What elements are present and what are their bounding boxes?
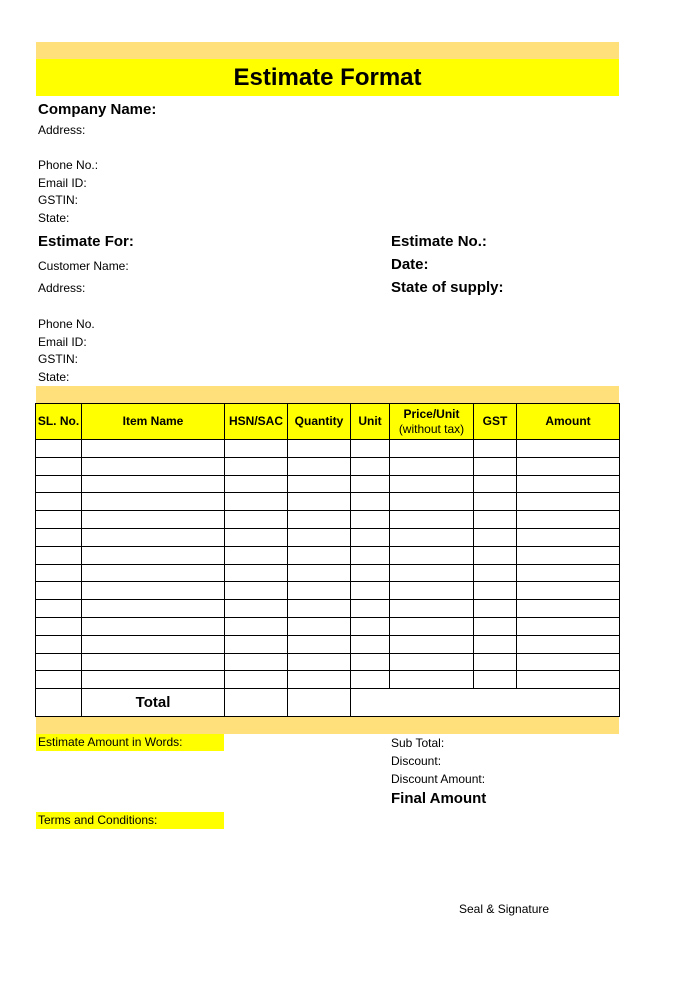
cell-gst[interactable] xyxy=(474,457,517,475)
customer-state-label: State: xyxy=(38,370,70,384)
cell-gst[interactable] xyxy=(474,440,517,458)
cell-hsn-sac[interactable] xyxy=(225,564,288,582)
cell-unit[interactable] xyxy=(351,635,390,653)
header-unit: Unit xyxy=(351,404,390,440)
header-price-unit-label: Price/Unit xyxy=(403,406,460,421)
cell-gst[interactable] xyxy=(474,546,517,564)
cell-item-name[interactable] xyxy=(82,457,225,475)
cell-price-unit[interactable] xyxy=(390,528,474,546)
top-band xyxy=(36,42,619,59)
cell-quantity[interactable] xyxy=(288,546,351,564)
cell-item-name[interactable] xyxy=(82,617,225,635)
cell-quantity[interactable] xyxy=(288,475,351,493)
discount-label: Discount: xyxy=(391,754,442,768)
customer-name-label: Customer Name: xyxy=(38,259,129,273)
amount-in-words-band xyxy=(36,734,224,751)
table-row xyxy=(36,475,620,493)
cell-gst[interactable] xyxy=(474,475,517,493)
table-body xyxy=(36,440,620,689)
cell-quantity[interactable] xyxy=(288,653,351,671)
cell-amount[interactable] xyxy=(517,653,620,671)
cell-price-unit[interactable] xyxy=(390,511,474,529)
cell-sl-no[interactable] xyxy=(36,511,82,529)
cell-quantity[interactable] xyxy=(288,582,351,600)
company-gstin-label: GSTIN: xyxy=(38,193,79,207)
cell-item-name[interactable] xyxy=(82,635,225,653)
cell-unit[interactable] xyxy=(351,475,390,493)
table-row xyxy=(36,511,620,529)
cell-sl-no[interactable] xyxy=(36,582,82,600)
cell-sl-no[interactable] xyxy=(36,440,82,458)
cell-item-name[interactable] xyxy=(82,528,225,546)
cell-sl-no[interactable] xyxy=(36,564,82,582)
cell-item-name[interactable] xyxy=(82,493,225,511)
cell-price-unit[interactable] xyxy=(390,671,474,689)
cell-gst[interactable] xyxy=(474,635,517,653)
cell-unit[interactable] xyxy=(351,546,390,564)
cell-price-unit[interactable] xyxy=(390,564,474,582)
cell-unit[interactable] xyxy=(351,671,390,689)
cell-hsn-sac[interactable] xyxy=(225,617,288,635)
cell-item-name[interactable] xyxy=(82,671,225,689)
cell-amount[interactable] xyxy=(517,600,620,618)
total-cell-amount[interactable] xyxy=(351,689,620,717)
table-top-band xyxy=(36,386,619,403)
cell-gst[interactable] xyxy=(474,582,517,600)
table-row xyxy=(36,528,620,546)
cell-hsn-sac[interactable] xyxy=(225,511,288,529)
cell-price-unit[interactable] xyxy=(390,600,474,618)
cell-amount[interactable] xyxy=(517,617,620,635)
cell-hsn-sac[interactable] xyxy=(225,440,288,458)
cell-amount[interactable] xyxy=(517,511,620,529)
cell-hsn-sac[interactable] xyxy=(225,475,288,493)
table-header-row xyxy=(36,404,620,440)
cell-price-unit[interactable] xyxy=(390,617,474,635)
cell-quantity[interactable] xyxy=(288,493,351,511)
cell-unit[interactable] xyxy=(351,528,390,546)
table-row xyxy=(36,671,620,689)
total-row xyxy=(36,689,620,717)
cell-sl-no[interactable] xyxy=(36,671,82,689)
cell-sl-no[interactable] xyxy=(36,635,82,653)
cell-quantity[interactable] xyxy=(288,511,351,529)
cell-sl-no[interactable] xyxy=(36,617,82,635)
cell-amount[interactable] xyxy=(517,493,620,511)
cell-price-unit[interactable] xyxy=(390,440,474,458)
cell-hsn-sac[interactable] xyxy=(225,582,288,600)
cell-price-unit[interactable] xyxy=(390,635,474,653)
cell-item-name[interactable] xyxy=(82,511,225,529)
subtotal-label: Sub Total: xyxy=(391,736,445,750)
header-amount: Amount xyxy=(517,404,620,440)
cell-sl-no[interactable] xyxy=(36,475,82,493)
total-cell-hsn[interactable] xyxy=(225,689,288,717)
cell-amount[interactable] xyxy=(517,475,620,493)
cell-hsn-sac[interactable] xyxy=(225,600,288,618)
cell-item-name[interactable] xyxy=(82,582,225,600)
company-name-label: Company Name: xyxy=(38,101,157,118)
cell-sl-no[interactable] xyxy=(36,457,82,475)
company-address-label: Address: xyxy=(38,123,86,137)
cell-hsn-sac[interactable] xyxy=(225,528,288,546)
cell-unit[interactable] xyxy=(351,653,390,671)
cell-sl-no[interactable] xyxy=(36,546,82,564)
cell-price-unit[interactable] xyxy=(390,475,474,493)
customer-gstin-label: GSTIN: xyxy=(38,352,79,366)
cell-unit[interactable] xyxy=(351,493,390,511)
table-bottom-band xyxy=(36,717,619,734)
items-table xyxy=(35,403,620,717)
cell-unit[interactable] xyxy=(351,440,390,458)
table-row xyxy=(36,582,620,600)
estimate-for-heading: Estimate For: xyxy=(38,233,134,250)
cell-amount[interactable] xyxy=(517,582,620,600)
cell-gst[interactable] xyxy=(474,653,517,671)
company-phone-label: Phone No.: xyxy=(38,158,99,172)
cell-gst[interactable] xyxy=(474,617,517,635)
cell-unit[interactable] xyxy=(351,617,390,635)
cell-sl-no[interactable] xyxy=(36,493,82,511)
cell-gst[interactable] xyxy=(474,671,517,689)
cell-hsn-sac[interactable] xyxy=(225,457,288,475)
cell-quantity[interactable] xyxy=(288,564,351,582)
table-row xyxy=(36,546,620,564)
header-quantity: Quantity xyxy=(288,404,351,440)
discount-amount-label: Discount Amount: xyxy=(391,772,486,786)
estimate-date-label: Date: xyxy=(391,256,429,273)
cell-hsn-sac[interactable] xyxy=(225,671,288,689)
terms-label: Terms and Conditions: xyxy=(38,813,158,827)
customer-phone-label: Phone No. xyxy=(38,317,95,331)
cell-price-unit[interactable] xyxy=(390,653,474,671)
cell-item-name[interactable] xyxy=(82,440,225,458)
cell-gst[interactable] xyxy=(474,493,517,511)
table-row xyxy=(36,457,620,475)
cell-hsn-sac[interactable] xyxy=(225,493,288,511)
table-row xyxy=(36,617,620,635)
cell-sl-no[interactable] xyxy=(36,653,82,671)
terms-band xyxy=(36,812,224,829)
seal-signature-label: Seal & Signature xyxy=(459,902,550,916)
cell-unit[interactable] xyxy=(351,564,390,582)
final-amount-label: Final Amount xyxy=(391,790,487,807)
cell-unit[interactable] xyxy=(351,582,390,600)
cell-quantity[interactable] xyxy=(288,440,351,458)
cell-gst[interactable] xyxy=(474,511,517,529)
page-title: Estimate Format xyxy=(36,59,619,96)
header-price-unit-sub: (without tax) xyxy=(398,421,465,436)
cell-item-name[interactable] xyxy=(82,564,225,582)
cell-price-unit[interactable] xyxy=(390,457,474,475)
cell-amount[interactable] xyxy=(517,457,620,475)
cell-quantity[interactable] xyxy=(288,671,351,689)
header-item-name: Item Name xyxy=(82,404,225,440)
total-cell-quantity[interactable] xyxy=(288,689,351,717)
total-label: Total xyxy=(82,689,225,717)
company-email-label: Email ID: xyxy=(38,176,87,190)
cell-quantity[interactable] xyxy=(288,457,351,475)
cell-price-unit[interactable] xyxy=(390,546,474,564)
table-row xyxy=(36,440,620,458)
state-of-supply-label: State of supply: xyxy=(391,279,504,296)
cell-item-name[interactable] xyxy=(82,600,225,618)
cell-sl-no[interactable] xyxy=(36,528,82,546)
cell-sl-no[interactable] xyxy=(36,600,82,618)
amount-in-words-label: Estimate Amount in Words: xyxy=(38,735,183,749)
cell-quantity[interactable] xyxy=(288,600,351,618)
company-state-label: State: xyxy=(38,211,70,225)
cell-price-unit[interactable] xyxy=(390,582,474,600)
cell-item-name[interactable] xyxy=(82,653,225,671)
cell-gst[interactable] xyxy=(474,600,517,618)
cell-hsn-sac[interactable] xyxy=(225,653,288,671)
cell-unit[interactable] xyxy=(351,600,390,618)
header-price-unit xyxy=(390,404,474,440)
cell-hsn-sac[interactable] xyxy=(225,546,288,564)
customer-email-label: Email ID: xyxy=(38,335,87,349)
table-row xyxy=(36,600,620,618)
customer-address-label: Address: xyxy=(38,281,86,295)
cell-gst[interactable] xyxy=(474,528,517,546)
table-row xyxy=(36,635,620,653)
cell-quantity[interactable] xyxy=(288,617,351,635)
table-row xyxy=(36,493,620,511)
header-gst: GST xyxy=(474,404,517,440)
cell-amount[interactable] xyxy=(517,671,620,689)
table-row xyxy=(36,564,620,582)
table-row xyxy=(36,653,620,671)
cell-amount[interactable] xyxy=(517,564,620,582)
cell-amount[interactable] xyxy=(517,440,620,458)
cell-amount[interactable] xyxy=(517,528,620,546)
cell-item-name[interactable] xyxy=(82,546,225,564)
cell-unit[interactable] xyxy=(351,511,390,529)
cell-quantity[interactable] xyxy=(288,635,351,653)
estimate-number-label: Estimate No.: xyxy=(391,233,487,250)
cell-quantity[interactable] xyxy=(288,528,351,546)
cell-amount[interactable] xyxy=(517,546,620,564)
header-sl-no: SL. No. xyxy=(36,404,82,440)
total-cell-sl[interactable] xyxy=(36,689,82,717)
cell-amount[interactable] xyxy=(517,635,620,653)
cell-unit[interactable] xyxy=(351,457,390,475)
cell-price-unit[interactable] xyxy=(390,493,474,511)
header-hsn-sac: HSN/SAC xyxy=(225,404,288,440)
cell-item-name[interactable] xyxy=(82,475,225,493)
cell-hsn-sac[interactable] xyxy=(225,635,288,653)
cell-gst[interactable] xyxy=(474,564,517,582)
